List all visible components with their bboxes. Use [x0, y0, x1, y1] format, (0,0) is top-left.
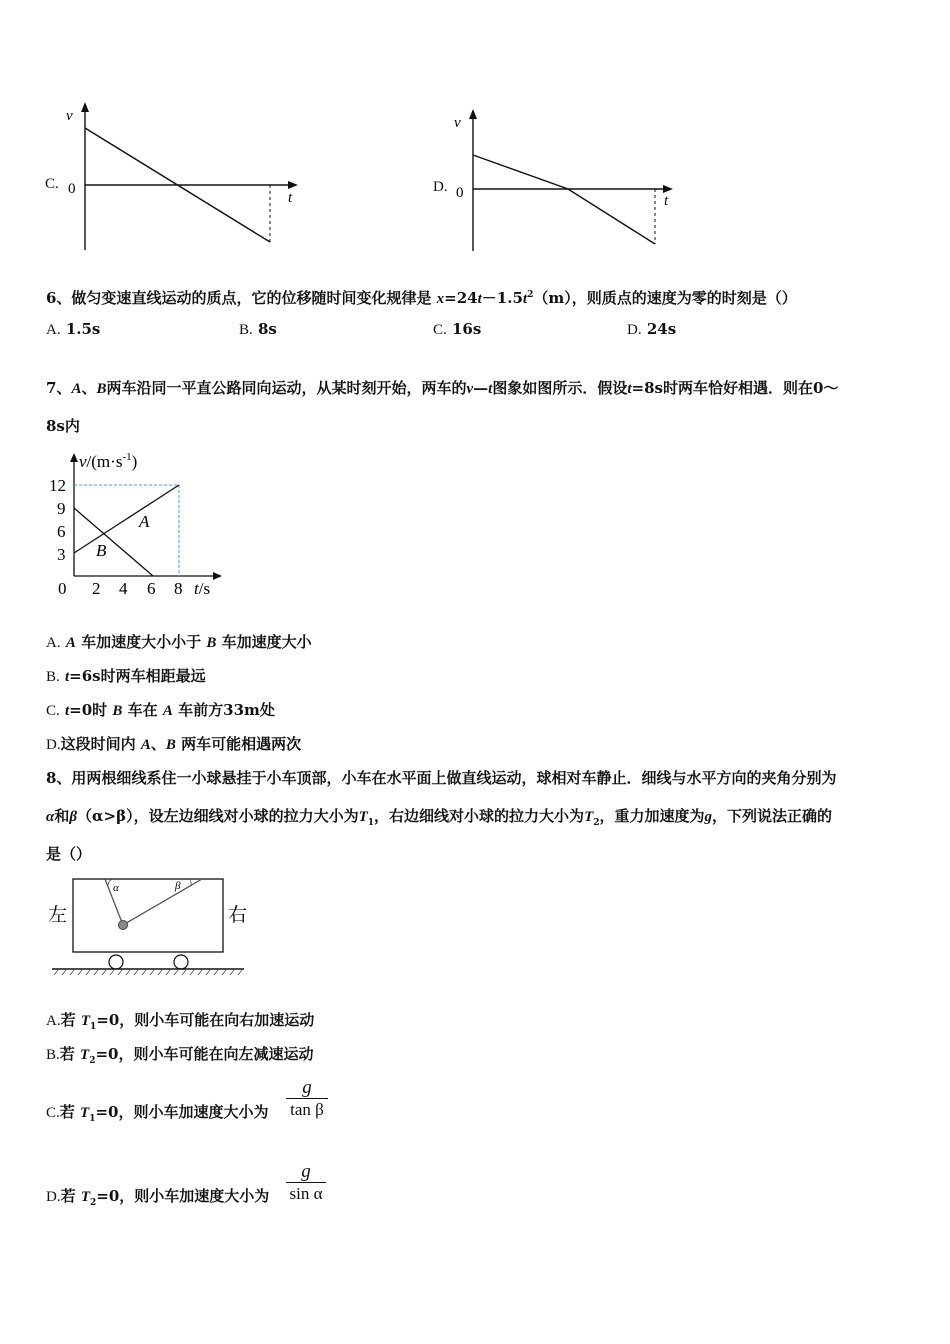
fraction-denominator: sin α [289, 1184, 323, 1203]
q8-cart-figure [44, 874, 254, 978]
chart-x-tick-0: 0 [58, 579, 67, 598]
graph-d-v-axis-label: v [454, 115, 461, 131]
q8-option-d-fraction [286, 1162, 326, 1205]
question-8-stem-line2: α和β（α>β），设左边细线对小球的拉力大小为$T_1$，右边细线对小球的拉力大小为$T_2$，重力加速度为g，下列说法正确的 [46, 807, 833, 828]
graph-c-v-axis-label: v [66, 108, 73, 124]
question-6-stem: 6、做匀变速直线运动的质点，它的位移随时间变化规律是 $x=24t-1.5t^2(m)$，则质点的速度为零的时刻是（） [46, 289, 797, 307]
q7-option-b[interactable]: B. t=6s时两车相距最远 [46, 667, 206, 685]
q6-option-d[interactable]: D. 24s [627, 320, 677, 338]
q8-option-c-fraction [286, 1078, 328, 1121]
graph-d [448, 105, 688, 255]
chart-y-tick-3: 3 [57, 545, 66, 564]
graph-c [60, 100, 310, 255]
q6-option-c[interactable]: C. 16s [433, 320, 482, 338]
graph-c-t-axis-label: t [288, 190, 293, 206]
chart-y-tick-12: 12 [49, 476, 66, 495]
chart-y-tick-9: 9 [57, 499, 66, 518]
graph-d-label: D. [433, 179, 448, 195]
q7-option-c[interactable]: C. t=0时 B 车在 A 车前方33m处 [46, 701, 275, 719]
chart-x-tick-6: 6 [147, 579, 156, 598]
graph-c-label: C. [45, 176, 59, 192]
chart-x-axis-title: t/s [194, 579, 211, 598]
alpha-angle-label: α [113, 882, 119, 894]
chart-y-axis-title: $v/(m\cdot s^{-1})$ [79, 451, 138, 471]
chart-y-tick-6: 6 [57, 522, 66, 541]
q8-option-c[interactable]: C.若 $T_1=0$，则小车加速度大小为 [46, 1103, 269, 1124]
chart-line-b-label: B [96, 541, 107, 560]
cart-left-label: 左 [48, 905, 68, 926]
chart-x-tick-2: 2 [92, 579, 101, 598]
question-7-stem: 7、A、B两车沿同一平直公路同向运动，从某时刻开始，两车的v—t图象如图所示．假设t=8s时两车恰好相遇．则在0～ [46, 379, 839, 397]
q6-option-a[interactable]: A. 1.5s [46, 320, 101, 338]
graph-c-origin: 0 [68, 181, 76, 197]
q7-vt-chart [42, 446, 242, 606]
chart-line-a-label: A [139, 512, 150, 531]
chart-x-tick-4: 4 [119, 579, 128, 598]
question-8-stem-line3: 是（） [46, 845, 92, 863]
beta-angle-label: β [175, 880, 181, 892]
fraction-numerator: g [301, 1161, 311, 1182]
q8-option-d[interactable]: D.若 $T_2=0$，则小车加速度大小为 [46, 1187, 270, 1208]
graph-d-origin: 0 [456, 185, 464, 201]
q7-option-a[interactable]: A. A 车加速度大小小于 B 车加速度大小 [46, 633, 312, 651]
question-8-stem: 8、用两根细线系住一小球悬挂于小车顶部，小车在水平面上做直线运动，球相对车静止．细线与水平方向的夹角分别为 [46, 769, 837, 787]
q6-option-b[interactable]: B. 8s [239, 320, 277, 338]
cart-right-label: 右 [228, 905, 248, 926]
graph-d-t-axis-label: t [664, 193, 669, 209]
q8-option-b[interactable]: B.若 $T_2=0$，则小车可能在向左减速运动 [46, 1045, 314, 1066]
question-7-stem-line2: 8s内 [46, 417, 80, 435]
fraction-numerator: g [302, 1077, 312, 1098]
q8-option-a[interactable]: A.若 $T_1=0$，则小车可能在向右加速运动 [46, 1011, 315, 1032]
chart-x-tick-8: 8 [174, 579, 183, 598]
fraction-denominator: tan β [290, 1100, 324, 1119]
q7-option-d[interactable]: D.这段时间内 A、B 两车可能相遇两次 [46, 735, 302, 753]
